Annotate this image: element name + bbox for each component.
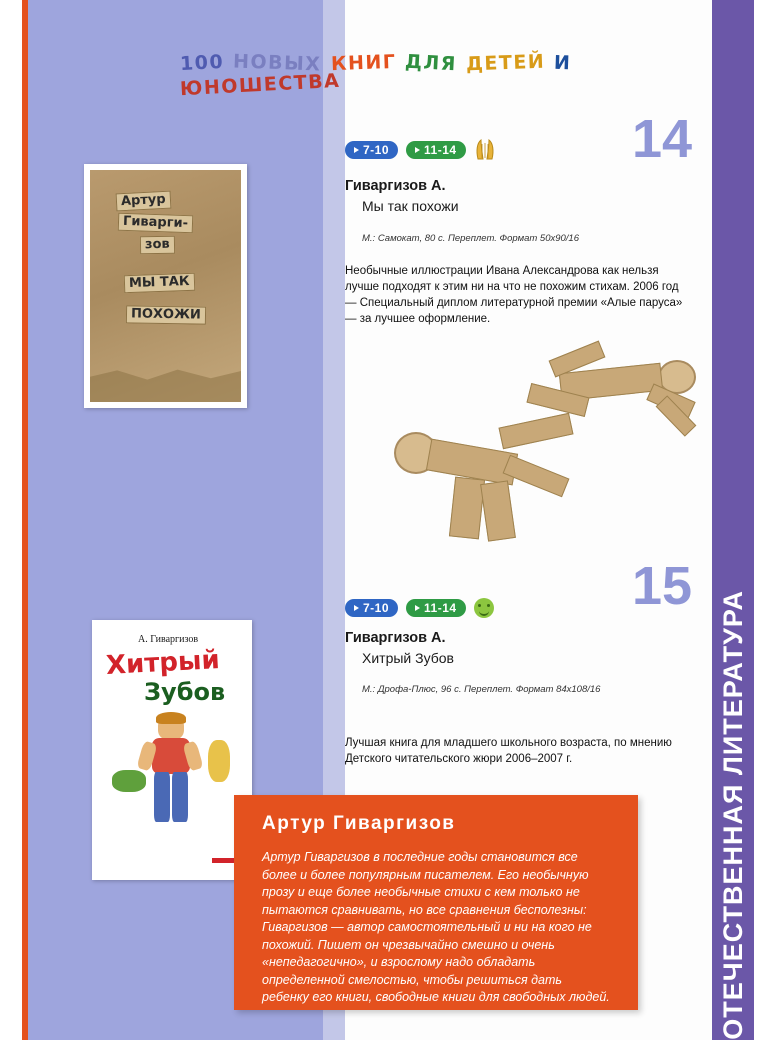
smiley-icon bbox=[474, 598, 494, 618]
entry-14-title: Мы так похожи bbox=[362, 198, 459, 214]
cover-15-title-line-2: Зубов bbox=[144, 678, 226, 706]
cover-14-torn-edge bbox=[90, 366, 241, 402]
age-badge-7-10: 7-10 bbox=[345, 141, 398, 159]
header-word-2: КНИГ bbox=[330, 50, 397, 76]
entry-number-14: 14 bbox=[632, 109, 693, 169]
header-word-1: НОВЫХ bbox=[232, 50, 322, 76]
header-word-5: И bbox=[553, 51, 572, 75]
header-word-3: ДЛЯ bbox=[404, 50, 458, 76]
figure-arm-left-2 bbox=[503, 455, 570, 498]
cover-14-line-2: зов bbox=[140, 236, 175, 255]
lyre-icon bbox=[474, 138, 496, 162]
header-word-0: 100 bbox=[179, 50, 225, 76]
cover-14-line-3: МЫ ТАК bbox=[124, 273, 195, 293]
bottom-white-margin bbox=[0, 1040, 768, 1056]
entry-14-cover-image bbox=[84, 164, 247, 408]
cardboard-figures-illustration bbox=[400, 350, 720, 590]
entry-15-imprint: М.: Дрофа-Плюс, 96 с. Переплет. Формат 84х108/16 bbox=[362, 684, 601, 695]
cover-15-author: А. Гиваргизов bbox=[138, 634, 199, 645]
feature-box-title: Артур Гиваргизов bbox=[262, 813, 456, 834]
age-badge-11-14-2: 11-14 bbox=[406, 599, 466, 617]
age-badge-7-10-2: 7-10 bbox=[345, 599, 398, 617]
entry-15-annotation: Лучшая книга для младшего школьного возраста, по мнению Детского читательского жюри 2006–2007 г. bbox=[345, 737, 672, 765]
entry-14-author: Гиваргизов А. bbox=[345, 178, 446, 194]
badge-row-entry-15 bbox=[345, 598, 494, 618]
section-side-title-text: ОТЕЧЕСТВЕННАЯ ЛИТЕРАТУРА bbox=[717, 590, 748, 1040]
figure-leg-left-2 bbox=[480, 480, 516, 541]
boy-leg-2 bbox=[172, 772, 188, 822]
header-word-6: ЮНОШЕСТВА bbox=[179, 69, 341, 101]
entry-15-title: Хитрый Зубов bbox=[362, 650, 454, 666]
right-white-margin bbox=[754, 0, 768, 1056]
badge-row-entry-14 bbox=[345, 138, 496, 162]
cover-15-decor-1 bbox=[112, 770, 146, 792]
feature-box-text: Артур Гиваргизов в последние годы становится все более и более популярным писателем. Его необычную прозу и еще более необычные стихи с кем только не пытаются сравнивать, но все сравнения бесполезны: Гиваргизов — автор самостоятельный и ни на кого не похожий. Пишет он чрезвычайно смешно и очень «непедагогично», и взрослому надо обладать определенной смелостью, чтобы решиться дать ребенку его книги, свободные книги для свободных людей. bbox=[262, 850, 610, 1004]
header-word-4: ДЕТЕЙ bbox=[465, 50, 546, 76]
boy-leg-1 bbox=[154, 772, 170, 822]
entry-15-author: Гиваргизов А. bbox=[345, 630, 446, 646]
cover-15-boy-illustration bbox=[144, 716, 204, 856]
cover-14-line-0: Артур bbox=[116, 191, 172, 212]
entry-number-15: 15 bbox=[632, 556, 693, 616]
left-white-margin bbox=[0, 0, 22, 1056]
author-feature-box bbox=[234, 795, 638, 1010]
cover-14-line-1: Гиварги- bbox=[118, 213, 194, 234]
cover-14-line-4: ПОХОЖИ bbox=[126, 305, 206, 324]
entry-14-annotation: Необычные иллюстрации Ивана Александрова как нельзя лучше подходят к этим ни на что не похожим стихам. 2006 год — Специальный диплом литературной премии «Алые паруса» — за лучшее оформление. bbox=[345, 265, 683, 325]
cover-15-title-line-1: Хитрый bbox=[105, 645, 221, 681]
cover-14-cardboard bbox=[90, 170, 241, 402]
entry-14-imprint: М.: Самокат, 80 с. Переплет. Формат 50х90/16 bbox=[362, 233, 580, 244]
entry-15-cover-image bbox=[92, 620, 252, 880]
cover-15-decor-2 bbox=[208, 740, 230, 782]
age-badge-11-14: 11-14 bbox=[406, 141, 466, 159]
running-header bbox=[179, 50, 705, 101]
boy-hair bbox=[156, 712, 186, 724]
figure-arm-left-1 bbox=[498, 413, 573, 449]
